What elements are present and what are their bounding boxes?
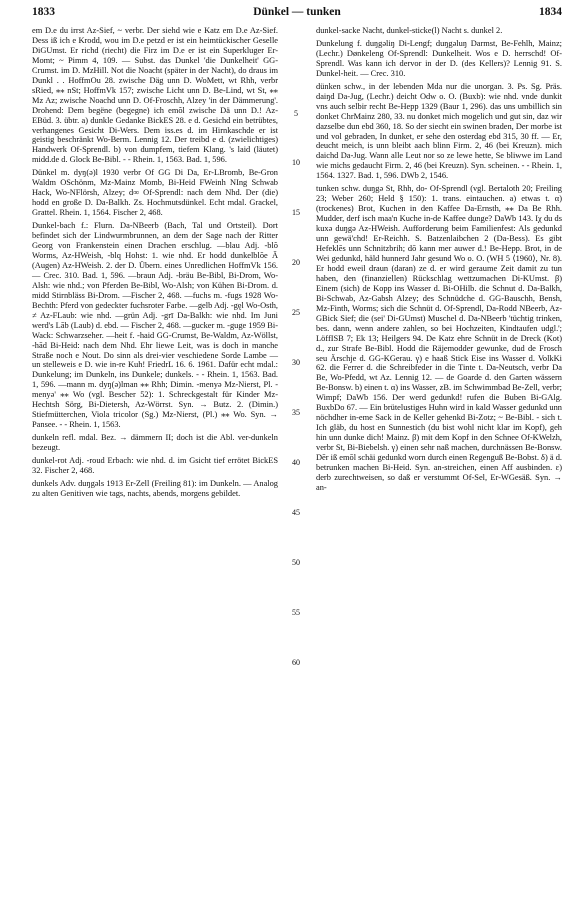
entry-dunkeln: dunkeln refl. mdal. Bez. → dämmern II; doch ist die Abl. ver-dunkeln bezeugt. xyxy=(32,433,278,453)
page-number-left: 1833 xyxy=(32,6,55,18)
entry-duenken: dünken schw., in der lebenden Mda nur die unorgan. 3. Ps. Sg. Präs. daiŋd Da-Jug, (Lechr.) deicht Odw o. O. (Buxb): wie nhd. vnde dunkit vns auch selbir recht Be-Hepp 1329 (Baur 1, 296). das uns umbillich sin donket ChrMainz 280, 33. nu donket mich mogelich und gut sin, daz wir dazselbe dun ebd 360, 18. So der siecht ein swinen braden, Der morbe ist und vol gebraden, In dunket, er sehe den osterdag ebd 315, 30 ff. — Er, deucht meich, is unn bleibt aach blinn Firm. 2, 46 (bei Kreuzn). mich daichd Da-Jug. Wann alle Leut nor so ze lewe hette, Se bliwwe im Land wie michs gedaucht Firm. 2, 46 (bei Kreuzn). Syn. scheinen. - - Rhein. 1, 1564. 1327. Bad. 1, 596. DWb 2, 1546. xyxy=(316,81,562,181)
line-number: 30 xyxy=(292,358,300,367)
line-number: 10 xyxy=(292,158,300,167)
entry-dunkel-rot: dunkel-rot Adj. -roud Erbach: wie nhd. d. im Gsicht tief errötet BickES 32. Fischer 2, 468. xyxy=(32,456,278,475)
left-column xyxy=(32,26,278,499)
line-number: 25 xyxy=(292,308,300,317)
right-column xyxy=(316,26,562,493)
entry-dunkels: dunkels Adv. duŋgəls 1913 Er-Zell (Freiling 81): im Dunkeln. — Analog zu alten Genitiven wie tags, nachts, abends, morgens gebildet. xyxy=(32,478,278,498)
entry-dunkel-bach: Dunkel-bach f.: Flurn. Da-NBeerb (Bach, Tal und Ortsteil). Dort befindet sich der Lindwurmbrunnen, an dem der Sage nach der Ritter Georg von Frankenstein einen Drachen erschlug. —blau Adj. -blõ Worms, Az-HWeish, -blq Hohst: 1. wie nhd. Er hodd dunkelblõe Ā (Augen) Az-HWeish. 2. der D. Übern. eines Unredlichen HoffmVk 156. — Crec. 310. Bad. 1, 596. —braun Adj. -bräu Be-Bibl, Bi-Drom, Wo-Alsh: wie nhd.; von Pferden Be-Bibl, Wo-Alsh; von Kühen Bi-Drom. d. midd Stirnbläss Bi-Drom. —Fischer 2, 468. —fuchs m. -fugs 1928 Wo-Bechth: Pferd von gedeckter fuchsroter Farbe. —gelb Adj. -gęl Wo-Osth, ≠ Az-FLaub: wie nhd. —grün Adj. -grī Da-Balkh: wie nhd. Im Juni werd's Lāb (Laub) d. ebd. — Fischer 2, 468. —gucker m. -guge 1959 Bi-Wack: Schwarzseher. —heit f. -haid GG-Crumst, Be-Waldm, Az-Wöllst, -hād Bi-Heid: nach dem Nhd. Ehr liewe Leit, was is doch in manche Straße noch e Nout. Do sinn als drei-vier veschiedene Sorde Lambe — un stelleweis e D. wie in-re Kuh! FriedrL 16. 6. 1961. Dafür echt mdal.: Dunkelung; im Dunkeln, ins Dunkele; dunkels. - - Rhein. 1, 1563. Bad. 1, 596. —mann m. dyŋ(ə)lman ⁎⁎ Rhh; Dimin. -menyə Mz-Nierst, Pl. -menyə' ⁎⁎ Wo (vgl. Bescher 52): 1. Schreckgestalt für Kinder Mz-Hechtsh Sörg, Bi-Dietersh, Az-Wörrst. Syn. → Butz. 2. (Dimin.) Stiefmütterchen, Viola tricolor (Sg.) Mz-Nierst, (Pl.) ⁎⁎ Wo. Syn. → Pansee. - - Rhein. 1, 1563. xyxy=(32,221,278,430)
line-number: 5 xyxy=(294,109,298,118)
entry-tunken: tunken schw. duŋgə St, Rhh, do- Of-Sprendl (vgl. Bertaloth 20; Freiling 23; Weber 260; Held § 150): 1. trans. eintauchen. a) etwas t. α) (trockenes) Brot, Kuchen in den Kaffee Da-Ernsth, ⁎⁎ Da Be Rhh. Mudder, derf isch maa'n Kuche in-de Kaffee dunge? DaWb 143. Iχ du ds kuxə duŋgə Az-HWeish. Aufforderung beim Familienfest: Als gedunkd unn gewä'chd! Er-Reichh. S. Batzenlaibchen 2 (Da-Bess). Es gibt Hefeklēs unn Schnitzbrih; dō kann mer auwer d.! Be-Hepp. Brot, in de Wei gedunkd, häld hunnerd Jahr gesund Wo o. O. (WH 5 ⟨1960⟩, Nr. 8). Er hodd eweil draun (daran) ze d. er wird geraume Zeit damit zu tun haben, den (finanziellen) Rückschlag wettzumachen Di-KUmst. β) Einem (sich) de Kopp ins Wasser d. Bi-OHilb. die Schnut d. Da-Balkh, Bi-Schwab, Az-Gabsh Alzey; des Schnüdche d. GG-Bauschh, Bensh, Mz-Finth, Worms; sich die Schnüt d. Of-Sprendl, Da-Rodd NBeerb, Az-GBick Sief; die (sei' Di-GUmst) Muschel d. Da-NBeerb 'tüchtig trinken, bes. dann, wenn andere zahlen, so bei Hochzeiten, Kindtaufen udgl.'; LöffISB 7; Ek 13; Heilgers 94. De Katz ehre Schnüt in de Dreck (Kot) d., zur Strafe Be-Bibl. Hodd die Räjemodder gewunke, dud de Frosch seu Ärschje d. GG-KGerau. γ) e haaß Stick Eise ins Wasser d. VolkKi 62. die Ferrer d. die Schreibfeder in die Tinte t. Da-Neutsch, verbr Da Be, Wo-Pfedd, wt Az. Lennig 12. — de Goarde d. den Garten wässern Be-Bonsw. b) einen t. α) ins Wasser, zB. im Schwimmbad Be-Zell, verbr; Wimpf; DaWb 156. Der werd gedunkd! rufen die Buben Bi-GAlg. BuxbDo 67. — Ein brütelustiges Huhn wird in kald Wasser gedunkd unn nöchdher in-eme Sack in de Keller gehenkd Bi-Zotz; ~ Be-Bibl. - sich t. Ich gläb, du host en Sunnestich (du bist wohl nicht klar im Kopf), geh hin unn dunke dich! Mainz. β) mit dem Kopf in den Schnee Of-KWelzh, verbr St, Bi-Biebelsh. γ) einen sehr naß machen, durchnässen Be-Bonsw. Dēr iß emōl schäi gedunkd worn durch einen Regenguß Be-Bobst. δ) ä d. betrunken machen Bi-Heid. Syn. an-streichen, einen Aff ausbinden. ε) derb zurechtweisen, so daß er verstummt Of-Sel, Er-WGesäß. Syn. → an- xyxy=(316,184,562,492)
entry-dunkel-continued: em D.e du irrst Az-Sief, ~ verbr. Der siehd wie e Katz em D.e Az-Sief. Dess iß ich e Krodd, wou im D.e petzd er ist ein heimtückischer Geselle DiGUmst. Er richd (riecht) die Firz im D.e er ist ein Superkluger Er-Momt; ~ Pimm 4, 109. — Subst. das Dunkel 'die Dunkelheit' GG-Crumst. im D. MzHill. Not die Noacht (später in der Nacht), do draus im Dunkl . . HoffmOu 28. zwische Däg unn D. WoMett, wt Rhh, verbr sRied, ⁎⁎ nSt; HoffmVk 157; zwische Licht unn D. Be-Lind, wt St, ⁎⁎ Mz Az; zwische Noachd unn D. Of-Froschh, Alzey 'in der Dämmerung'. Drohend: Dem begëne (begegne) ich emõl zwische Dä unn D.! Az-EBüd. 3. übtr. a) dunkle Gedanke BickES 28. e d. Gesichd ein betrübtes, verhangenes Gesicht Di-Wers. Dem iss.es d. im Hirnkaschde er ist geistig beschränkt Wo-Berm. Lennig 12. Der treibd e d. (zwielichtiges) Handwerk Of-Sprendl. b) von dumpfem, tiefem Klang. 's laid (läutet) midd.de d. Glock Be-Bibl. - - Rhein. 1, 1563. Bad. 1, 596. xyxy=(32,26,278,165)
line-number: 35 xyxy=(292,408,300,417)
line-number: 45 xyxy=(292,508,300,517)
entry-dunkelung: Dunkelung f. duŋgəliŋ Di-Lengf; duŋgəluŋ Darmst, Be-Fehlh, Mainz; (Lechr.) Dønkeleng Of-Sprendl: Dunkelheit. Wos e D. herrschd! Of-Sprendl. Was kann ich dervor in der D. (des Kellers)? Lennig 91. S. Dunkel-heit. — Crec. 310. xyxy=(316,38,562,78)
page-number-right: 1834 xyxy=(539,6,562,18)
line-number: 20 xyxy=(292,258,300,267)
page-header xyxy=(32,6,562,22)
line-number: 55 xyxy=(292,608,300,617)
line-number: 60 xyxy=(292,658,300,667)
entry-dunkel-sacke: dunkel-sacke Nacht, dunkel-sticke(l) Nacht s. dunkel 2. xyxy=(316,26,503,35)
entry-duenkel: Dünkel m. dyŋ(ə)l 1930 verbr Of GG Di Da, Er-LBromb, Be-Gron Waldm OSchönm, Mz-Mainz Momb, Bi-Heid FWeinh NIng Schwab Hack, Wo-NFlörsh, Alzey; d∞ Of-Sprendl: nach dem Nhd. Der (die) hodd en große D. Da-Balkh. Zs. Hochmutsdünkel. Echt mdal. Grackel, Grattel. Rhein. 1, 1564. Fischer 2, 468. xyxy=(32,168,278,218)
line-number: 15 xyxy=(292,208,300,217)
running-title: Dünkel — tunken xyxy=(253,6,341,18)
line-number: 50 xyxy=(292,558,300,567)
line-number: 40 xyxy=(292,458,300,467)
